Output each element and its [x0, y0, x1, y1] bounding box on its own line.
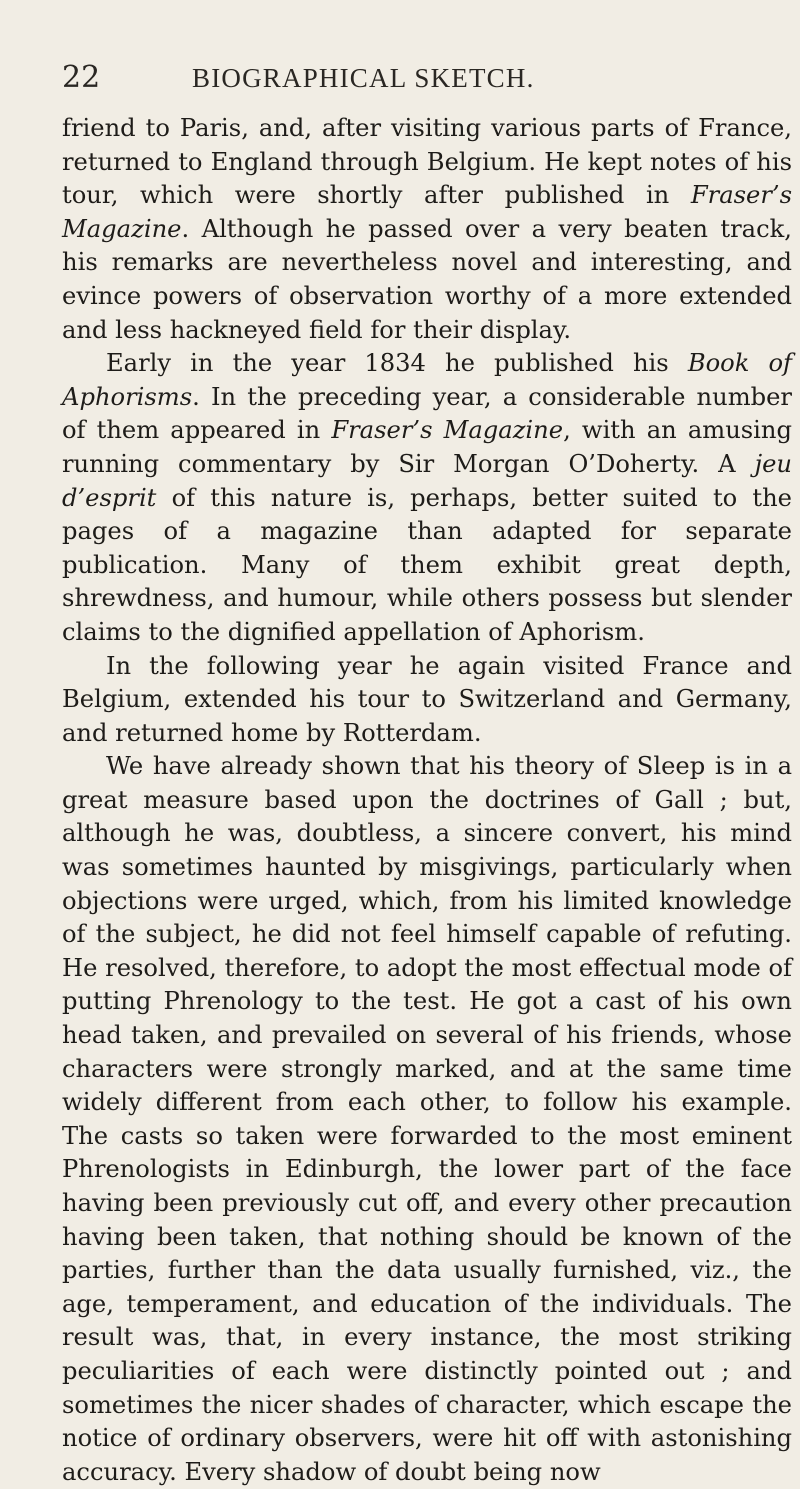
paragraph	[62, 750, 792, 1489]
italic-text: Fraser’s Magazine	[62, 181, 792, 243]
italic-text: Fraser’s Magazine	[331, 416, 564, 445]
running-title: BIOGRAPHICAL SKETCH.	[192, 63, 535, 93]
page-header	[62, 58, 762, 98]
italic-text: Book of Aphorisms	[62, 349, 792, 411]
text-run: . Although he passed over a very beaten track, his remarks are nevertheless novel and interesting, and evince powers of observation worthy of a more extended and less hackneyed field for their display.	[62, 214, 792, 344]
text-run: In the following year he again visited France and Belgium, extended his tour to Switzerland and Germany, and returned home by Rotterdam.	[62, 651, 792, 747]
page-number: 22	[62, 60, 101, 95]
text-run: , with an amusing running commentary by Sir Morgan O’Doherty. A	[62, 416, 792, 478]
paragraph	[62, 112, 792, 347]
text-run: of this nature is, perhaps, better suited to the pages of a magazine than adapted for separate publication. Many of them exhibit great depth, shrewdness, and humour, while others possess but slender claims to the dignified appellation of Aphorism.	[62, 483, 792, 646]
text-run: Early in the year 1834 he published his	[106, 349, 688, 378]
body-text	[62, 112, 792, 1489]
paragraph	[62, 650, 792, 751]
text-run: friend to Paris, and, after visiting various parts of France, returned to England through Belgium. He kept notes of his tour, which were shortly after published in	[62, 114, 792, 210]
italic-text: jeu d’esprit	[62, 449, 792, 512]
text-run: . In the preceding year, a considerable number of them appeared in	[62, 382, 792, 445]
paragraph	[62, 347, 792, 649]
text-run: We have already shown that his theory of Sleep is in a great measure based upon the doctrines of Gall ; but, although he was, doubtless, a sincere convert, his mind was sometimes haunted by misgivings, particularly when objections were urged, which, from his limited knowledge of the subject, he did not feel himself capable of refuting. He resolved, therefore, to adopt the most effectual mode of putting Phrenology to the test. He got a cast of his own head taken, and prevailed on several of his friends, whose characters were strongly marked, and at the same time widely different from each other, to follow his example. The casts so taken were forwarded to the most eminent Phrenologists in Edinburgh, the lower part of the face having been previously cut off, and every other precaution having been taken, that nothing should be known of the parties, further than the data usually furnished, viz., the age, temperament, and education of the individuals. The result was, that, in every instance, the most striking peculiarities of each were distinctly pointed out ; and sometimes the nicer shades of character, which escape the notice of ordinary observers, were hit off with astonishing accuracy. Every shadow of doubt being now	[62, 752, 792, 1486]
